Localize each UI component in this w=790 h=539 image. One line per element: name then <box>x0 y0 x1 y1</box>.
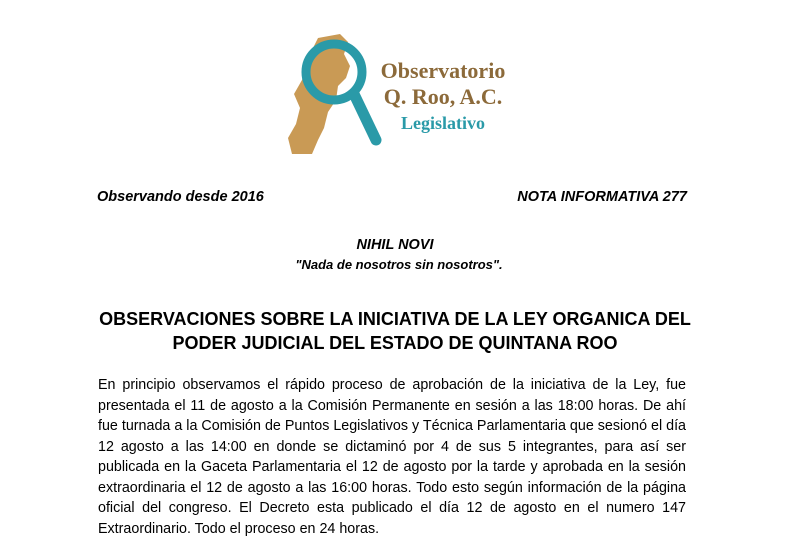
meta-row <box>97 189 687 209</box>
logo-text <box>370 58 516 136</box>
logo-line-qroo: Q. Roo, A.C. <box>383 84 503 109</box>
note-number: NOTA INFORMATIVA 277 <box>517 189 687 205</box>
logo-line-legislativo: Legislativo <box>401 113 485 133</box>
document-title: OBSERVACIONES SOBRE LA INICIATIVA DE LA LEY ORGANICA DEL PODER JUDICIAL DEL ESTADO DE QUINTANA ROO <box>99 309 691 353</box>
logo <box>270 28 530 158</box>
motto-title: NIHIL NOVI <box>356 237 434 253</box>
since-label: Observando desde 2016 <box>97 189 264 205</box>
motto-subtitle: "Nada de nosotros sin nosotros". <box>295 257 503 272</box>
motto <box>0 235 790 275</box>
body-paragraph: En principio observamos el rápido proceso de aprobación de la iniciativa de la Ley, fue presentada el 11 de agosto a la Comisión Permanente en sesión a las 18:00 horas. De ahí fue turnada a la Comisión de Puntos Legislativos y Técnica Parlamentaria que sesionó el día 12 agosto a las 14:00 en donde se dictaminó por 4 de sus 5 integrantes, para así ser publicada en la Gaceta Parlamentaria el 12 de agosto por la tarde y aprobada en la sesión extraordinaria el 12 de agosto a las 16:00 horas. Todo esto según información de la página oficial del congreso. El Decreto esta publicado el día 12 de agosto en el numero 147 Extraordinario. Todo el proceso en 24 horas. <box>98 377 686 537</box>
logo-line-observatorio: Observatorio <box>380 58 506 83</box>
